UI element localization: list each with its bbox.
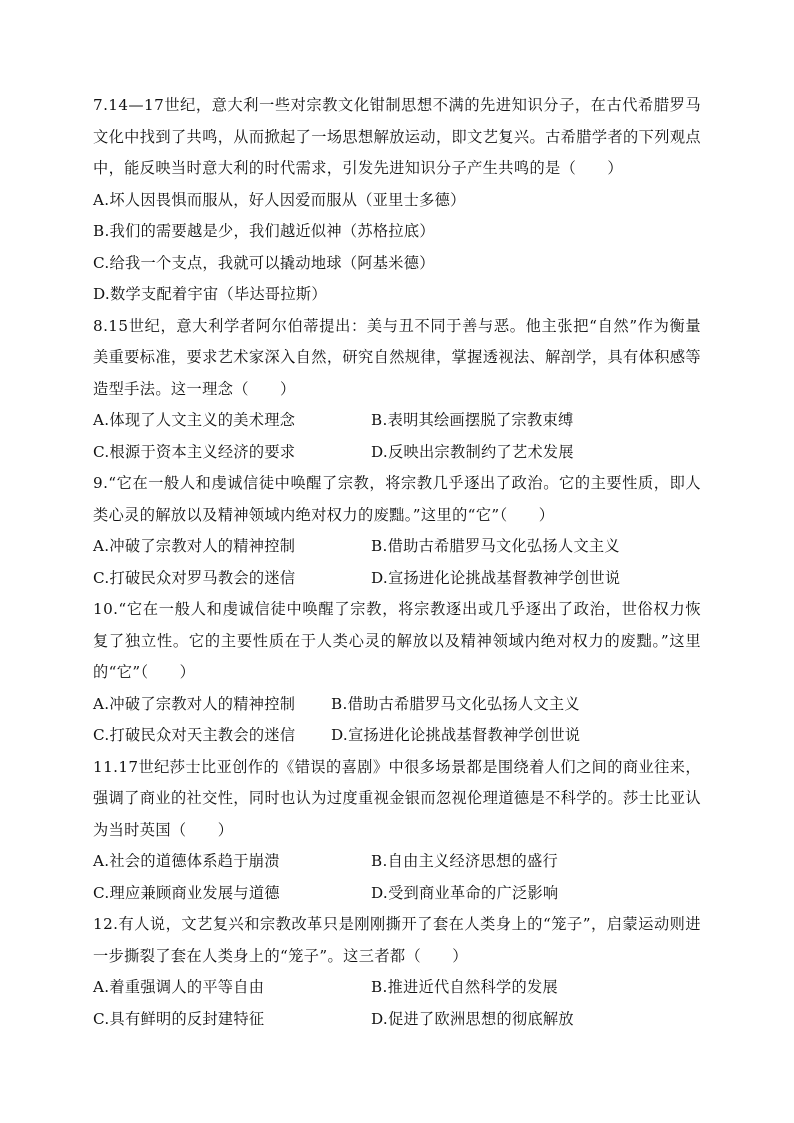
option-row (93, 972, 701, 1004)
option-d: D.受到商业革命的广泛影响 (371, 883, 559, 902)
question-11 (93, 752, 701, 910)
option-b: B.推进近代自然科学的发展 (371, 978, 558, 996)
option-c: C.打破民众对天主教会的迷信 (93, 726, 296, 744)
option-c: C.根源于资本主义经济的要求 (93, 442, 296, 461)
option-b: B.借助古希腊罗马文化弘扬人文主义 (331, 694, 580, 713)
option-row (93, 846, 701, 878)
option-row (93, 1004, 701, 1036)
question-7 (93, 90, 701, 311)
option-row (93, 437, 701, 469)
option-row (93, 720, 701, 752)
option-a: A.冲破了宗教对人的精神控制 (93, 537, 296, 555)
option-d: D.数学支配着宇宙（毕达哥拉斯） (93, 285, 327, 303)
question-stem: 10.“它在一般人和虔诚信徒中唤醒了宗教，将宗教逐出或几乎逐出了政治，世俗权力恢复了独立性。它的主要性质在于人类心灵的解放以及精神领域内绝对权力的废黜。”这里的“它”（ ） (93, 600, 701, 681)
question-stem: 7.14—17世纪，意大利一些对宗教文化钳制思想不满的先进知识分子，在古代希腊罗马文化中找到了共鸣，从而掀起了一场思想解放运动，即文艺复兴。古希腊学者的下列观点中，能反映当时意大利的时代需求，引发先进知识分子产生共鸣的是（ ） (93, 96, 701, 177)
option-a: A.社会的道德体系趋于崩溃 (93, 852, 280, 870)
option-d: D.促进了欧洲思想的彻底解放 (371, 1009, 574, 1028)
question-stem: 9.“它在一般人和虔诚信徒中唤醒了宗教，将宗教几乎逐出了政治。它的主要性质，即人类心灵的解放以及精神领域内绝对权力的废黜。”这里的“它”（ ） (93, 474, 701, 524)
question-10 (93, 594, 701, 752)
option-b: B.我们的需要越是少，我们越近似神（苏格拉底） (93, 222, 435, 240)
question-12 (93, 909, 701, 1035)
option-c: C.给我一个支点，我就可以撬动地球（阿基米德） (93, 253, 435, 272)
exam-page (93, 90, 701, 1035)
question-stem: 12.有人说，文艺复兴和宗教改革只是刚刚撕开了套在人类身上的“笼子”，启蒙运动则进一步撕裂了套在人类身上的“笼子”。这三者都（ ） (93, 915, 701, 965)
option-a: A.坏人因畏惧而服从，好人因爱而服从（亚里士多德） (93, 190, 466, 209)
option-row (93, 405, 701, 437)
option-d: D.宣扬进化论挑战基督教神学创世说 (371, 568, 621, 587)
option-row (93, 563, 701, 595)
option-row (93, 531, 701, 563)
question-stem: 8.15世纪，意大利学者阿尔伯蒂提出：美与丑不同于善与恶。他主张把“自然”作为衡量美重要标准，要求艺术家深入自然，研究自然规律，掌握透视法、解剖学，具有体积感等造型手法。这一理念（ ） (93, 316, 701, 398)
question-8 (93, 311, 701, 469)
option-c: C.打破民众对罗马教会的迷信 (93, 568, 296, 587)
question-stem: 11.17世纪莎士比亚创作的《错误的喜剧》中很多场景都是围绕着人们之间的商业往来，强调了商业的社交性，同时也认为过度重视金银而忽视伦理道德是不科学的。莎士比亚认为当时英国（ ） (93, 757, 701, 839)
option-b: B.自由主义经济思想的盛行 (371, 852, 558, 870)
option-a: A.着重强调人的平等自由 (93, 978, 265, 996)
option-d: D.宣扬进化论挑战基督教神学创世说 (331, 726, 581, 744)
question-9 (93, 468, 701, 594)
option-b: B.表明其绘画摆脱了宗教束缚 (371, 411, 574, 429)
option-a: A.体现了人文主义的美术理念 (93, 411, 296, 429)
option-c: C.理应兼顾商业发展与道德 (93, 883, 280, 902)
option-b: B.借助古希腊罗马文化弘扬人文主义 (371, 537, 620, 555)
option-d: D.反映出宗教制约了艺术发展 (371, 442, 574, 461)
option-c: C.具有鲜明的反封建特征 (93, 1009, 265, 1028)
option-a: A.冲破了宗教对人的精神控制 (93, 694, 296, 713)
option-row (93, 878, 701, 910)
option-row (93, 689, 701, 721)
